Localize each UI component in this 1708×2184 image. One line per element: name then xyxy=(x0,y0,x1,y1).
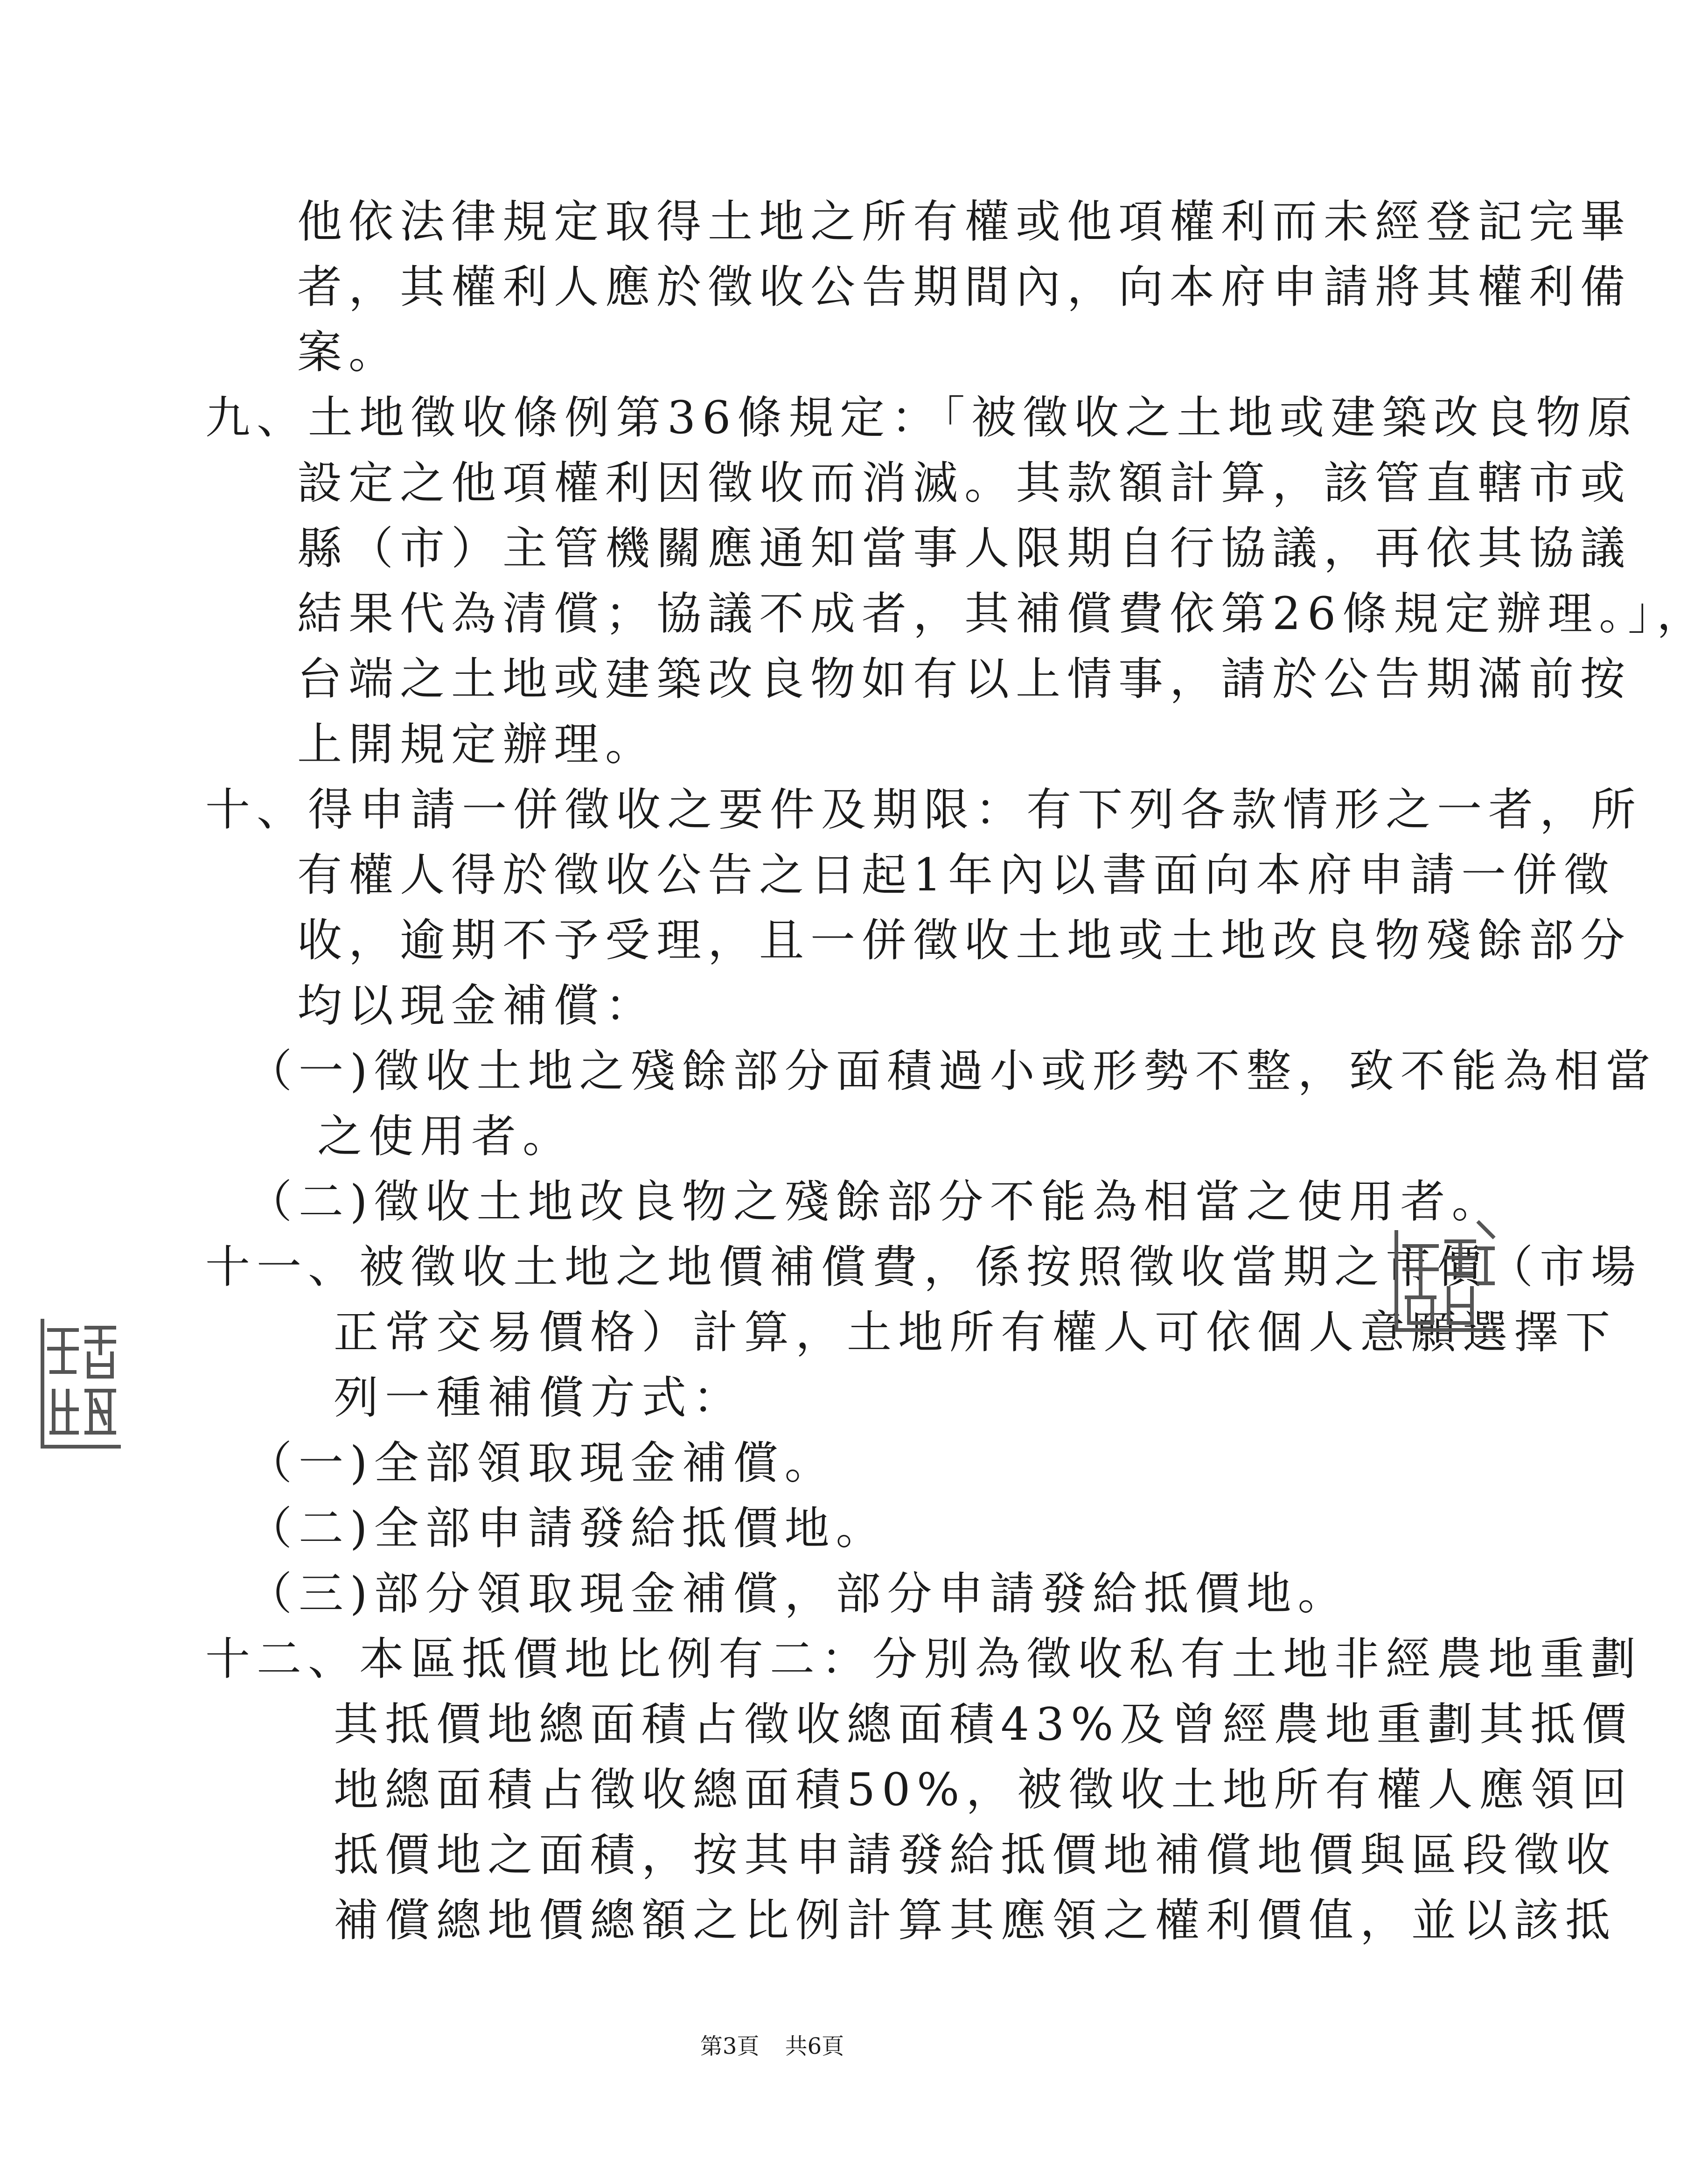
page-footer xyxy=(0,2032,1544,2060)
body-line: 者，其權利人應於徵收公告期間內，向本府申請將其權利備 xyxy=(297,261,1631,313)
body-line: 正常交易價格）計算，土地所有權人可依個人意願選擇下 xyxy=(334,1306,1617,1358)
body-line: 地總面積占徵收總面積50%，被徵收土地所有權人應領回 xyxy=(334,1764,1633,1816)
list-item: （三)部分領取現金補償，部分申請發給抵價地。 xyxy=(247,1568,1349,1620)
page-number: 第3頁 xyxy=(700,2033,760,2059)
body-line: 案。 xyxy=(297,326,400,378)
body-line: 台端之土地或建築改良物如有以上情事，請於公告期滿前按 xyxy=(297,653,1631,705)
body-line: 抵價地之面積，按其申請發給抵價地補償地價與區段徵收 xyxy=(334,1829,1617,1881)
body-line: 列一種補償方式： xyxy=(334,1372,744,1424)
body-line: 縣（市）主管機關應通知當事人限期自行協議，再依其協議 xyxy=(297,522,1631,574)
section-10-heading: 十、得申請一併徵收之要件及期限：有下列各款情形之一者，所 xyxy=(205,784,1642,836)
body-line: 其抵價地總面積占徵收總面積43%及曾經農地重劃其抵價 xyxy=(334,1698,1633,1750)
body-line: 均以現金補償： xyxy=(297,980,656,1032)
body-line: 有權人得於徵收公告之日起1年內以書面向本府申請一併徵 xyxy=(297,849,1616,901)
seal-icon xyxy=(1393,1213,1498,1335)
body-line: 收，逾期不予受理，且一併徵收土地或土地改良物殘餘部分 xyxy=(297,914,1631,966)
list-item: （一)徵收土地之殘餘部分面積過小或形勢不整，致不能為相當 xyxy=(247,1045,1657,1097)
seal-stamp-left xyxy=(40,1316,121,1451)
list-item: （一)全部領取現金補償。 xyxy=(247,1437,836,1489)
body-line: 他依法律規定取得土地之所有權或他項權利而未經登記完畢 xyxy=(297,196,1631,248)
body-line: 上開規定辦理。 xyxy=(297,718,656,770)
seal-stamp-right xyxy=(1393,1213,1498,1335)
body-line: 設定之他項權利因徵收而消滅。其款額計算，該管直轄市或 xyxy=(297,457,1631,509)
section-11-heading: 十一、被徵收土地之地價補償費，係按照徵收當期之市價（市場 xyxy=(205,1241,1642,1293)
seal-icon xyxy=(40,1316,121,1451)
body-line: 補償總地價總額之比例計算其應領之權利價值，並以該抵 xyxy=(334,1894,1617,1946)
section-12-heading: 十二、本區抵價地比例有二：分別為徵收私有土地非經農地重劃 xyxy=(205,1633,1642,1685)
body-line: 結果代為清償；協議不成者，其補償費依第26條規定辦理。」， xyxy=(297,588,1708,640)
list-item: （二)全部申請發給抵價地。 xyxy=(247,1502,887,1554)
section-9-heading: 九、土地徵收條例第36條規定：「被徵收之土地或建築改良物原 xyxy=(205,392,1639,444)
body-line: 之使用者。 xyxy=(317,1110,574,1162)
list-item: （二)徵收土地改良物之殘餘部分不能為相當之使用者。 xyxy=(247,1176,1503,1228)
page-total: 共6頁 xyxy=(785,2033,844,2059)
